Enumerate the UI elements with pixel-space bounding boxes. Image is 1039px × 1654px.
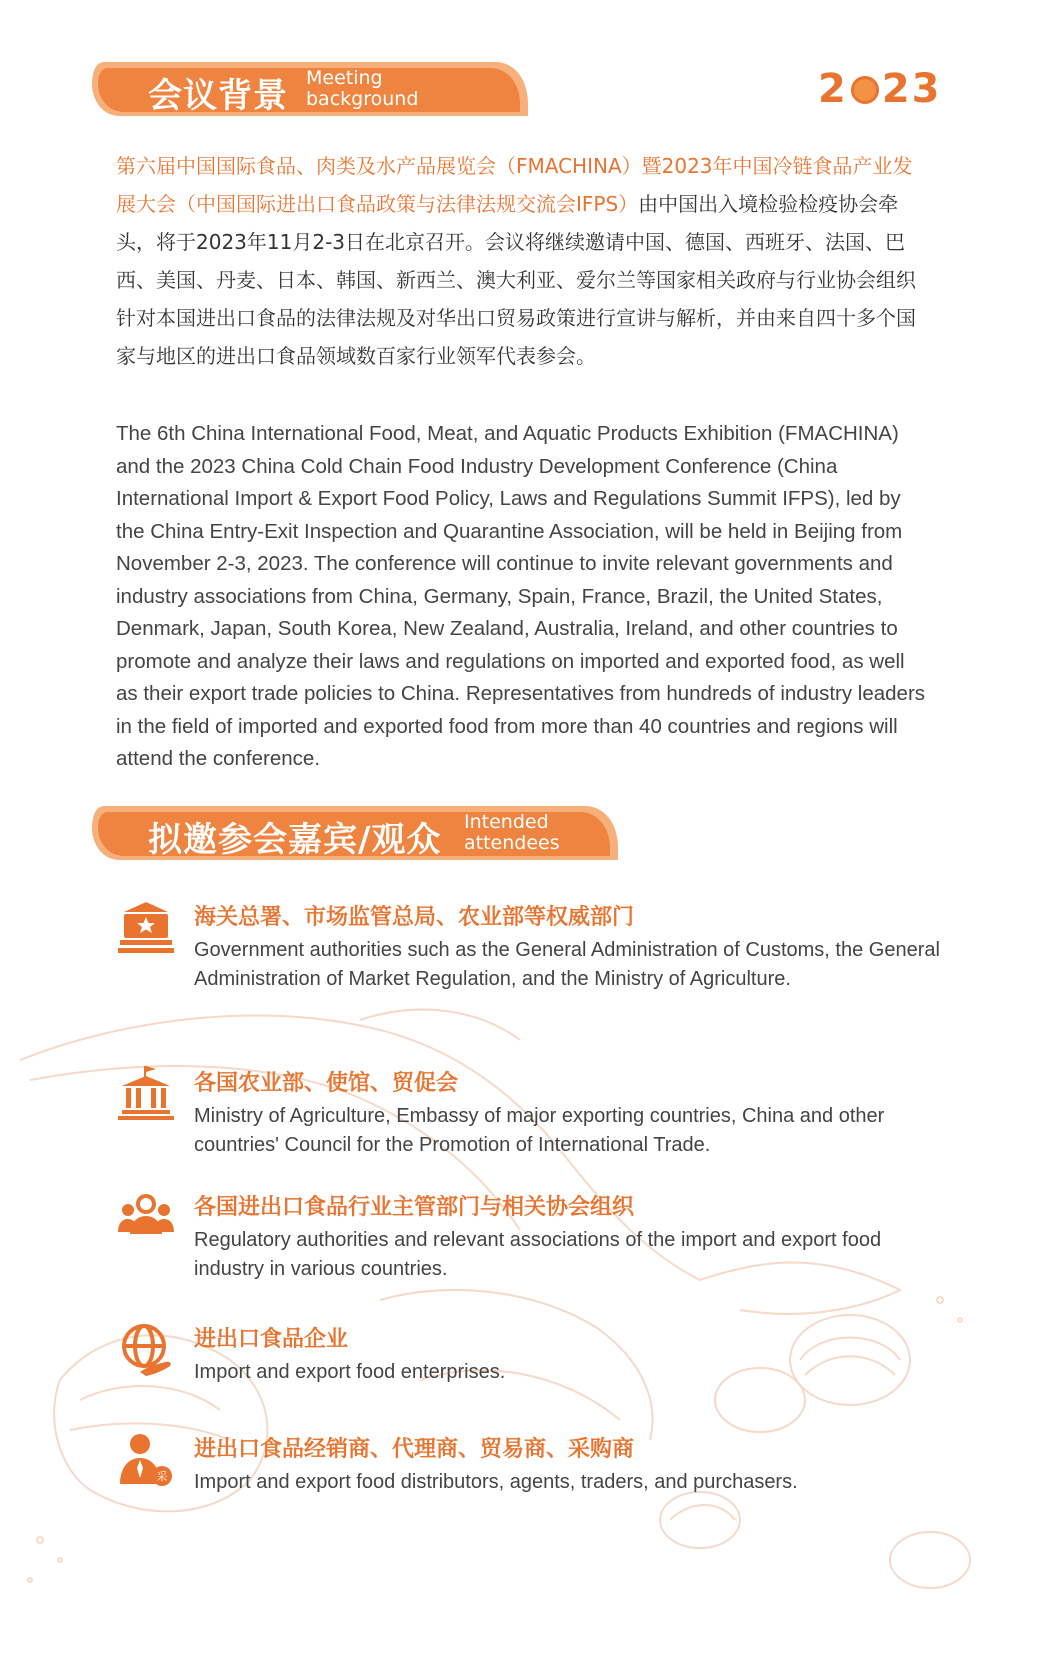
purchaser-person-icon [118,1432,174,1488]
attendee-description: Ministry of Agriculture, Embassy of major exporting countries, China and other countries' Council for the Promotion of International Trade. [194,1105,885,1156]
embassy-building-flag-icon [118,1066,174,1122]
globe-hand-icon [118,1322,174,1378]
section-banner-meeting-background [90,60,530,120]
intro-zh-body: 由中国出入境检验检疫协会牵头，将于2023年11月2-3日在北京召开。会议将继续邀请中国、德国、西班牙、法国、巴西、美国、丹麦、日本、韩国、新西兰、澳大利亚、爱尔兰等国家相关政府与行业协会组织针对本国进出口食品的法律法规及对华出口贸易政策进行宣讲与解析，并由来自四十多个国家与地区的进出口食品领域数百家行业领军代表参会。 [116,192,916,368]
section-title-zh: 拟邀参会嘉宾/观众 [148,820,442,860]
attendee-description: Import and export food distributors, agents, traders, and purchasers. [194,1471,798,1493]
section-title-en: Intended attendees [464,811,560,854]
orange-fruit-icon [851,76,879,104]
year-2023-logo: 2 23 [818,66,942,112]
section-title-zh: 会议背景 [148,76,288,116]
intro-zh-highlight: 第六届中国国际食品、肉类及水产品展览会（FMACHINA）暨2023年中国冷链食品产业发展大会（中国国际进出口食品政策与法律法规交流会IFPS） [116,154,913,216]
people-group-icon [118,1190,174,1246]
attendee-title: 各国进出口食品行业主管部门与相关协会组织 [194,1195,635,1220]
government-building-star-icon [118,900,174,956]
attendee-title: 海关总署、市场监管总局、农业部等权威部门 [194,905,635,930]
intro-paragraph-en: The 6th China International Food, Meat, and Aquatic Products Exhibition (FMACHINA) and the 2023 China Cold Chain Food Industry Development Conference (China International Import & Export Food Policy, Laws and Regulations Summit IFPS), led by the China Entry-Exit Inspection and Quarantine Association, will be held in Beijing from November 2-3, 2023. The conference will continue to invite relevant governments and industry associations from China, Germany, Spain, France, Brazil, the United States, Denmark, Japan, South Korea, New Zealand, Australia, Ireland, and other countries to promote and analyze their laws and regulations on imported and exported food, as well as their export trade policies to China. Representatives from hundreds of industry leaders in the field of imported and exported food from more than 40 countries and regions will attend the conference. [116,422,926,770]
attendee-description: Government authorities such as the General Administration of Customs, the General Administration of Market Regulation, and the Ministry of Agriculture. [194,939,940,990]
attendee-title: 进出口食品经销商、代理商、贸易商、采购商 [194,1437,635,1462]
attendee-description: Import and export food enterprises. [194,1361,506,1383]
attendee-description: Regulatory authorities and relevant associations of the import and export food industry in various countries. [194,1229,882,1280]
section-banner-intended-attendees [90,804,620,864]
intro-paragraph-zh [116,147,916,375]
section-title-en: Meeting background [306,67,419,110]
purchaser-badge: 采 [156,1470,168,1483]
attendee-title: 进出口食品企业 [194,1327,349,1352]
attendee-title: 各国农业部、使馆、贸促会 [194,1071,459,1096]
